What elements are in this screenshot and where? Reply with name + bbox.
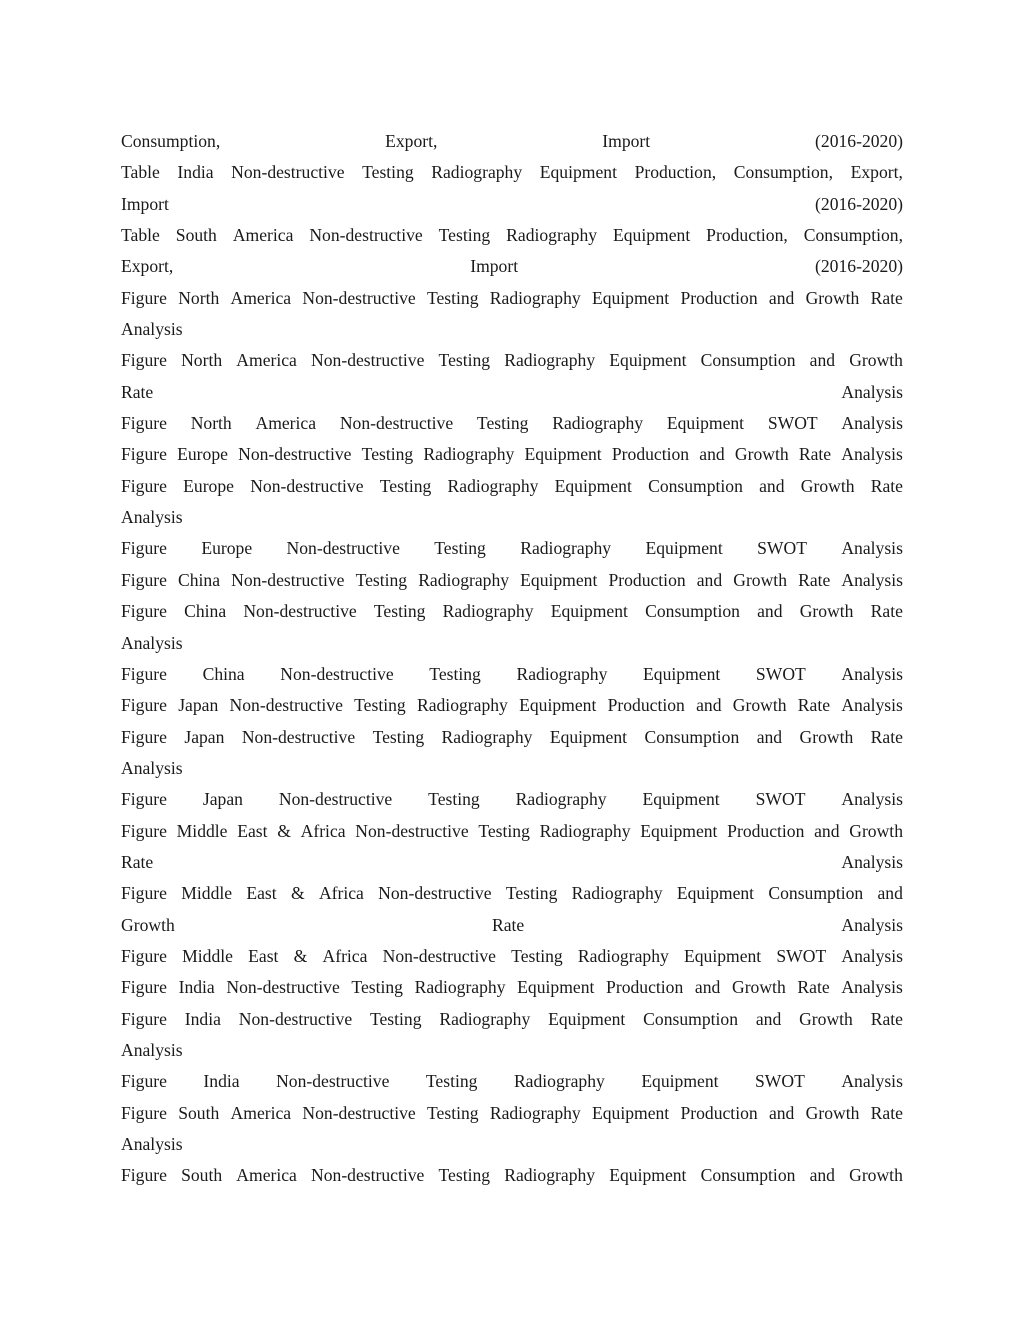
text-line: Figure Japan Non-destructive Testing Radiography Equipment Production and Growth Rate Analysis (121, 695, 903, 716)
text-line: Figure North America Non-destructive Testing Radiography Equipment Consumption and Growth (121, 350, 903, 371)
text-line: Analysis (121, 632, 183, 653)
text-line: Figure Europe Non-destructive Testing Radiography Equipment Production and Growth Rate Analysis (121, 444, 903, 465)
text-line: Figure North America Non-destructive Testing Radiography Equipment Production and Growth Rate (121, 287, 903, 308)
text-line: Figure Middle East & Africa Non-destructive Testing Radiography Equipment Consumption and (121, 883, 903, 904)
text-line: Analysis (121, 1134, 183, 1154)
text-line: Figure India Non-destructive Testing Radiography Equipment SWOT Analysis (121, 1071, 903, 1092)
text-line: Figure Europe Non-destructive Testing Radiography Equipment SWOT Analysis (121, 538, 903, 559)
text-line: Figure South America Non-destructive Testing Radiography Equipment Consumption and Growth (121, 1165, 903, 1186)
text-line: Figure Middle East & Africa Non-destructive Testing Radiography Equipment SWOT Analysis (121, 945, 903, 966)
text-line: Figure Middle East & Africa Non-destructive Testing Radiography Equipment Production and Growth (121, 820, 903, 841)
text-line: Figure Europe Non-destructive Testing Radiography Equipment Consumption and Growth Rate (121, 475, 903, 496)
text-line: Analysis (121, 319, 183, 340)
text-line: Rate Analysis (121, 381, 903, 402)
text-line: Figure India Non-destructive Testing Radiography Equipment Production and Growth Rate Analysis (121, 977, 903, 998)
text-line: Export, Import (2016-2020) (121, 256, 903, 277)
text-line: Analysis (121, 757, 183, 778)
text-line: Figure China Non-destructive Testing Radiography Equipment SWOT Analysis (121, 663, 903, 684)
text-line: Figure Japan Non-destructive Testing Radiography Equipment SWOT Analysis (121, 789, 903, 810)
text-line: Rate Analysis (121, 851, 903, 872)
text-line: Analysis (121, 507, 183, 528)
text-line: Growth Rate Analysis (121, 914, 903, 935)
text-line: Figure North America Non-destructive Testing Radiography Equipment SWOT Analysis (121, 413, 903, 434)
text-line: Figure India Non-destructive Testing Radiography Equipment Consumption and Growth Rate (121, 1008, 903, 1029)
text-line: Figure China Non-destructive Testing Radiography Equipment Consumption and Growth Rate (121, 601, 903, 622)
text-line: Table South America Non-destructive Testing Radiography Equipment Production, Consumption, (121, 225, 903, 246)
text-line: Consumption, Export, Import (2016-2020) (121, 131, 903, 151)
text-line: Figure China Non-destructive Testing Radiography Equipment Production and Growth Rate Analysis (121, 569, 903, 590)
text-line: Table India Non-destructive Testing Radiography Equipment Production, Consumption, Export, (121, 162, 903, 183)
text-line: Figure Japan Non-destructive Testing Radiography Equipment Consumption and Growth Rate (121, 726, 903, 747)
text-line: Analysis (121, 1039, 183, 1060)
text-line: Import (2016-2020) (121, 193, 903, 214)
text-line: Figure South America Non-destructive Testing Radiography Equipment Production and Growth Rate (121, 1102, 903, 1123)
list-of-figures-text (121, 126, 903, 1192)
